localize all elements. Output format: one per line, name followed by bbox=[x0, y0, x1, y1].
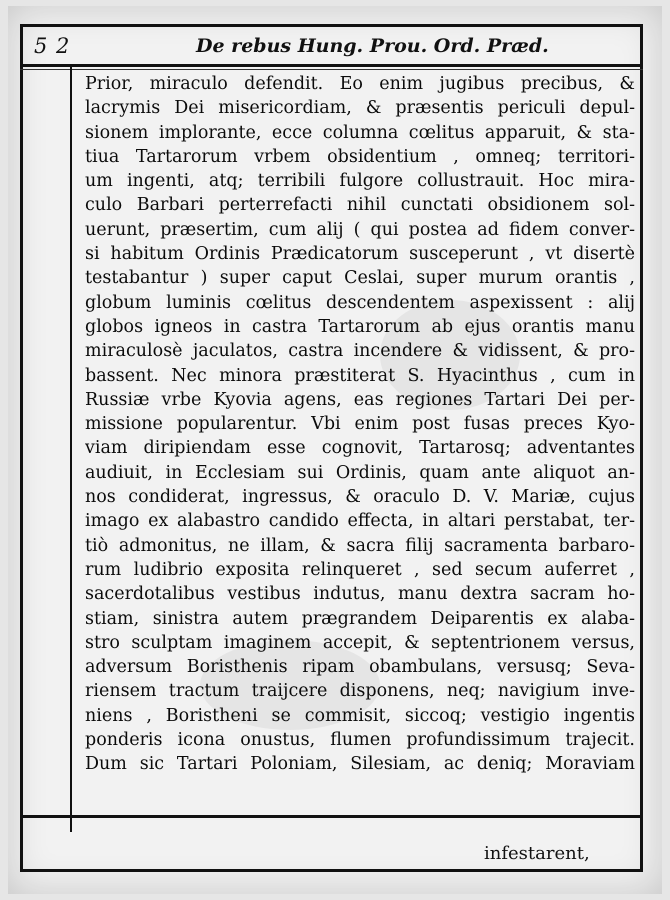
text-line: sacerdotalibus vestibus indutus, manu dextra sacram ho- bbox=[85, 584, 635, 605]
text-line: sionem implorante, ecce columna cœlitus apparuit, & sta- bbox=[85, 122, 635, 143]
text-line: miraculosè jaculatos, castra incendere & vidissent, & pro- bbox=[85, 341, 635, 362]
text-line: globos igneos in castra Tartarorum ab ejus orantis manu bbox=[85, 316, 635, 337]
text-line: audiuit, in Ecclesiam sui Ordinis, quam ante aliquot an- bbox=[85, 462, 635, 483]
text-line: stiam, sinistra autem prægrandem Deiparentis ex alaba- bbox=[85, 608, 635, 629]
text-line: adversum Boristhenis ripam obambulans, versusq; Seva- bbox=[85, 657, 635, 678]
text-line: tiò admonitus, ne illam, & sacra filij sacramenta barbaro- bbox=[85, 535, 635, 556]
text-line: imago ex alabastro candido effecta, in altari perstabat, ter- bbox=[85, 511, 635, 532]
margin-rule bbox=[70, 67, 72, 832]
text-line: tiua Tartarorum vrbem obsidentium , omneq; territori- bbox=[85, 146, 635, 167]
text-line: stro sculptam imaginem accepit, & septentrionem versus, bbox=[85, 632, 635, 653]
text-line: bassent. Nec minora præstiterat S. Hyacinthus , cum in bbox=[85, 365, 635, 386]
text-line: Dum sic Tartari Poloniam, Silesiam, ac deniq; Moraviam bbox=[85, 754, 635, 775]
catchword: infestarent, bbox=[484, 843, 590, 864]
text-line: rum ludibrio exposita relinqueret , sed secum auferret , bbox=[85, 559, 635, 580]
text-line: niens , Boristheni se commisit, siccoq; vestigio ingentis bbox=[85, 705, 635, 726]
body-text bbox=[85, 72, 635, 777]
text-line: ponderis icona onustus, flumen profundissimum trajecit. bbox=[85, 730, 635, 751]
text-line: nos condiderat, ingressus, & oraculo D. V. Mariæ, cujus bbox=[85, 487, 635, 508]
bottom-rule bbox=[20, 815, 643, 818]
text-line: Prior, miraculo defendit. Eo enim jugibus precibus, & bbox=[85, 74, 635, 94]
text-line: uerunt, præsertim, cum alij ( qui postea ad fidem conver- bbox=[85, 219, 635, 240]
running-head: De rebus Hung. Prou. Ord. Præd. bbox=[196, 35, 549, 57]
text-line: um ingenti, atq; terribili fulgore collustrauit. Hoc mira- bbox=[85, 171, 635, 192]
text-line: riensem tractum traijcere disponens, neq; navigium inve- bbox=[85, 681, 635, 702]
text-line: viam diripiendam esse cognovit, Tartarosq; adventantes bbox=[85, 438, 635, 459]
text-line: testabantur ) super caput Ceslai, super murum orantis , bbox=[85, 268, 635, 289]
header-rule-thin bbox=[20, 69, 643, 70]
text-line: missione popularentur. Vbi enim post fusas preces Kyo- bbox=[85, 414, 635, 435]
text-line: globum luminis cœlitus descendentem aspexissent : alij bbox=[85, 292, 635, 313]
text-line: culo Barbari perterrefacti nihil cunctati obsidionem sol- bbox=[85, 195, 635, 216]
page-number: 5 2 bbox=[34, 34, 71, 58]
header-rule bbox=[20, 64, 643, 67]
text-line: Russiæ vrbe Kyovia agens, eas regiones Tartari Dei per- bbox=[85, 389, 635, 410]
text-line: lacrymis Dei misericordiam, & præsentis periculi depul- bbox=[85, 98, 635, 119]
text-line: si habitum Ordinis Prædicatorum susceperunt , vt disertè bbox=[85, 244, 635, 265]
